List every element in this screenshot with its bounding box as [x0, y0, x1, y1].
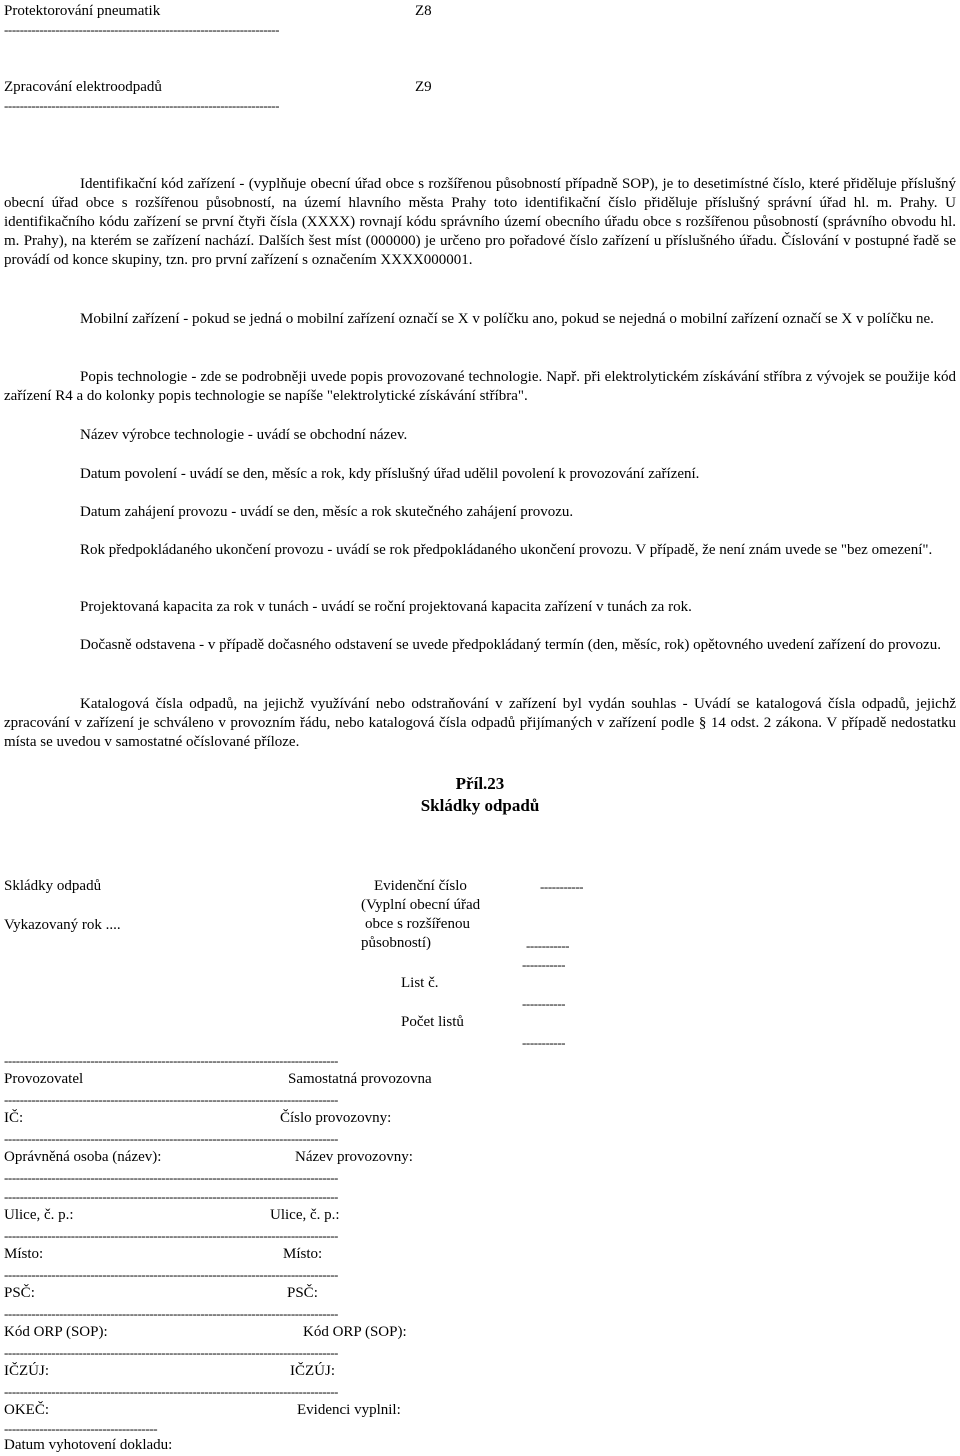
field-label-right: Název provozovny: — [295, 1149, 413, 1165]
field-label-right: IČZÚJ: — [290, 1363, 335, 1379]
sheet-count-label: Počet listů — [401, 1014, 464, 1030]
paragraph-end-year: Rok předpokládaného ukončení provozu - uvádí se rok předpokládaného ukončení provozu. V případě, že není znám uvede se "bez omezení". — [80, 542, 933, 558]
field-label-right: Samostatná provozovna — [288, 1071, 432, 1087]
z8-code: Z8 — [415, 3, 432, 19]
row-divider: ------------------------------------------------------------------------------------- — [4, 1228, 338, 1243]
list-number-field: ----------- — [522, 957, 566, 972]
sheet-count-field: ----------- — [522, 1035, 566, 1050]
appendix-title: Skládky odpadů — [420, 796, 540, 815]
paragraph-technology: Popis technologie - zde se podrobněji uvede popis provozované technologie. Např. při elektrolytickém získávání stříbra z vývojek se použije kód zařízení R4 a do kolonky popis technologie se napíše "elektrolytické získávání stříbra". — [4, 369, 956, 404]
row-divider: ------------------------------------------------------------------------------------- — [4, 1053, 338, 1068]
paragraph-identification: Identifikační kód zařízení - (vyplňuje obecní úřad obce s rozšířenou působností případně SOP), je to desetimístné číslo, které přiděluje příslušný obecní úřad obce s rozšířenou působností, na území hlavního města Prahy toto identifikační číslo přiděluje příslušný správní úřad hl. m. Prahy. U identifikačního kódu zařízení se první čtyři čísla (XXXX) rovnají kódu správního území obecního úřadu obce s rozšířenou působností (správního obvodu hl. m. Prahy), na kterém se zařízení nachází. Dalších šest míst (000000) je určeno pro pořadové číslo zařízení u příslušného úřadu. Číslování v postupné řadě se provádí od konce skupiny, tzn. pro první zařízení s označením XXXX000001. — [4, 176, 956, 268]
divider: ---------------------------------------------------------------------- — [4, 22, 280, 37]
field-label-right: Číslo provozovny: — [280, 1110, 392, 1126]
field-label-left: Kód ORP (SOP): — [4, 1324, 108, 1340]
row-divider: ------------------------------------------------------------------------------------- — [4, 1345, 338, 1360]
row-divider: ------------------------------------------------------------------------------------- — [4, 1267, 338, 1282]
paragraph-catalogue: Katalogová čísla odpadů, na jejichž využívání nebo odstraňování v zařízení byl vydán souhlas - Uvádí se katalogová čísla odpadů, jejichž zpracování v zařízení je schváleno v provozním řádu, nebo katalogová čísla odpadů přijímaných v zařízení podle § 14 odst. 2 zákona. V případě nedostatku místa se uvedou v samostatné očíslované příloze. — [4, 696, 956, 750]
evidence-number-field: ----------- — [540, 879, 584, 894]
field-label-left: Ulice, č. p.: — [4, 1207, 74, 1223]
paragraph-mobile: Mobilní zařízení - pokud se jedná o mobilní zařízení označí se X v políčku ano, pokud se nejedná o mobilní zařízení označí se X v políčku ne. — [80, 311, 934, 327]
evidence-number-field: ----------- — [526, 938, 570, 953]
document-date-label: Datum vyhotovení dokladu: — [4, 1437, 173, 1453]
z9-label: Zpracování elektroodpadů — [4, 79, 162, 95]
field-label-left: IČZÚJ: — [4, 1363, 49, 1379]
evidence-note: (Vyplní obecní úřad — [361, 897, 481, 913]
z8-label: Protektorování pneumatik — [4, 3, 161, 19]
field-label-right: PSČ: — [287, 1285, 318, 1301]
row-divider: ------------------------------------------------------------------------------------- — [4, 1092, 338, 1107]
divider: ---------------------------------------------------------------------- — [4, 98, 280, 113]
sheet-count-field: ----------- — [522, 996, 566, 1011]
row-divider: ------------------------------------------------------------------------------------- — [4, 1384, 338, 1399]
evidence-note: obce s rozšířenou — [365, 916, 470, 932]
field-label-left: Místo: — [4, 1246, 44, 1262]
field-label-left: OKEČ: — [4, 1402, 49, 1418]
field-label-right: Místo: — [283, 1246, 323, 1262]
paragraph-capacity: Projektovaná kapacita za rok v tunách - uvádí se roční projektovaná kapacita zařízení v tunách za rok. — [80, 599, 692, 615]
list-number-label: List č. — [401, 975, 439, 991]
evidence-note: působností) — [361, 935, 432, 951]
field-label-left: Oprávněná osoba (název): — [4, 1149, 162, 1165]
row-divider: ------------------------------------------------------------------------------------- — [4, 1131, 338, 1146]
field-label-right: Kód ORP (SOP): — [303, 1324, 407, 1340]
z9-code: Z9 — [415, 79, 432, 95]
reported-year: Vykazovaný rok .... — [4, 917, 121, 933]
form-title: Skládky odpadů — [4, 878, 102, 894]
field-label-left: PSČ: — [4, 1285, 35, 1301]
paragraph-start-date: Datum zahájení provozu - uvádí se den, měsíc a rok skutečného zahájení provozu. — [80, 504, 574, 520]
evidence-number-label: Evidenční číslo — [374, 878, 467, 894]
row-divider: ------------------------------------------------------------------------------------- — [4, 1189, 338, 1204]
field-label-left: IČ: — [4, 1110, 24, 1126]
row-divider: ------------------------------------------------------------------------------------- — [4, 1306, 338, 1321]
divider: --------------------------------------- — [4, 1421, 158, 1436]
paragraph-suspended: Dočasně odstavena - v případě dočasného odstavení se uvede předpokládaný termín (den, měsíc, rok) opětovného uvedení zařízení do provozu. — [80, 637, 941, 653]
paragraph-permit-date: Datum povolení - uvádí se den, měsíc a rok, kdy příslušný úřad udělil povolení k provozování zařízení. — [80, 466, 700, 482]
field-label-right: Ulice, č. p.: — [270, 1207, 340, 1223]
paragraph-manufacturer: Název výrobce technologie - uvádí se obchodní název. — [80, 427, 408, 443]
appendix-number: Příl.23 — [455, 774, 505, 793]
field-label-left: Provozovatel — [4, 1071, 84, 1087]
row-divider: ------------------------------------------------------------------------------------- — [4, 1170, 338, 1185]
field-label-right: Evidenci vyplnil: — [297, 1402, 401, 1418]
